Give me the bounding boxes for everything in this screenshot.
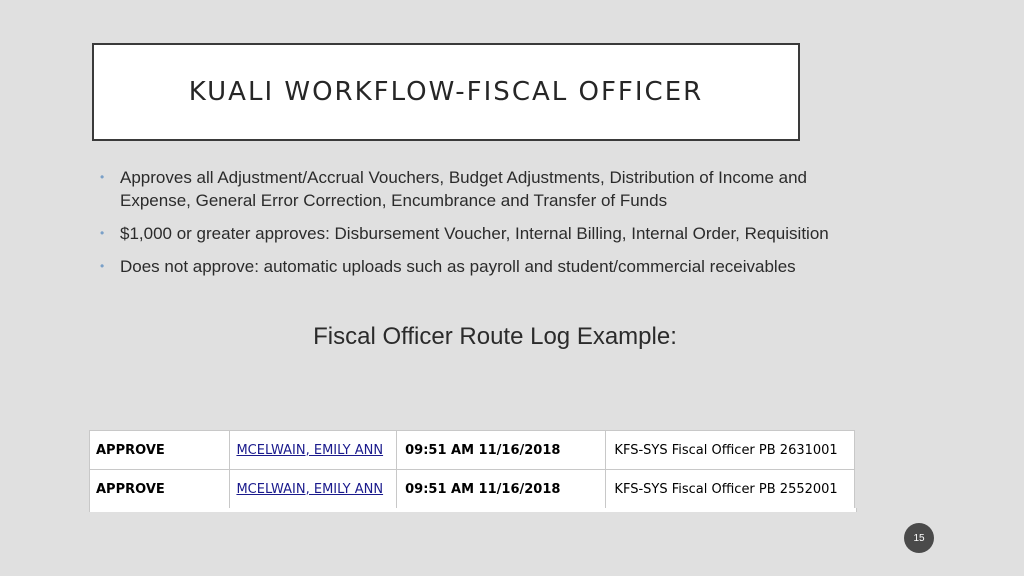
node-cell: KFS-SYS Fiscal Officer PB 2631001 xyxy=(606,431,855,470)
bullet-text: Approves all Adjustment/Accrual Vouchers, Budget Adjustments, Distribution of Income and Expense, General Error Correction, Encumbrance and Transfer of Funds xyxy=(120,168,807,210)
name-cell xyxy=(230,470,397,509)
datetime-cell: 09:51 AM 11/16/2018 xyxy=(397,431,606,470)
page-number-badge: 15 xyxy=(904,523,934,553)
slide-title: KUALI WORKFLOW-FISCAL OFFICER xyxy=(188,77,704,107)
table-cutoff-edge xyxy=(89,508,857,512)
bullet-item xyxy=(100,222,860,245)
person-link[interactable]: MCELWAIN, EMILY ANN xyxy=(236,481,384,497)
bullet-dot-icon: • xyxy=(100,226,105,240)
table-row xyxy=(90,470,855,509)
action-cell: APPROVE xyxy=(90,470,230,509)
name-cell xyxy=(230,431,397,470)
title-box xyxy=(92,43,800,141)
route-log-heading: Fiscal Officer Route Log Example: xyxy=(313,323,677,350)
bullet-dot-icon: • xyxy=(100,259,105,273)
person-link[interactable]: MCELWAIN, EMILY ANN xyxy=(236,442,384,458)
datetime-cell: 09:51 AM 11/16/2018 xyxy=(397,470,606,509)
bullet-text: Does not approve: automatic uploads such as payroll and student/commercial receivables xyxy=(120,257,796,276)
bullet-item xyxy=(100,255,860,278)
table-row xyxy=(90,431,855,470)
node-cell: KFS-SYS Fiscal Officer PB 2552001 xyxy=(606,470,855,509)
action-cell: APPROVE xyxy=(90,431,230,470)
bullet-item xyxy=(100,166,860,212)
bullet-text: $1,000 or greater approves: Disbursement Voucher, Internal Billing, Internal Order, Requisition xyxy=(120,224,829,243)
bullet-list xyxy=(100,166,860,288)
bullet-dot-icon: • xyxy=(100,170,105,184)
route-log-table xyxy=(89,430,855,509)
